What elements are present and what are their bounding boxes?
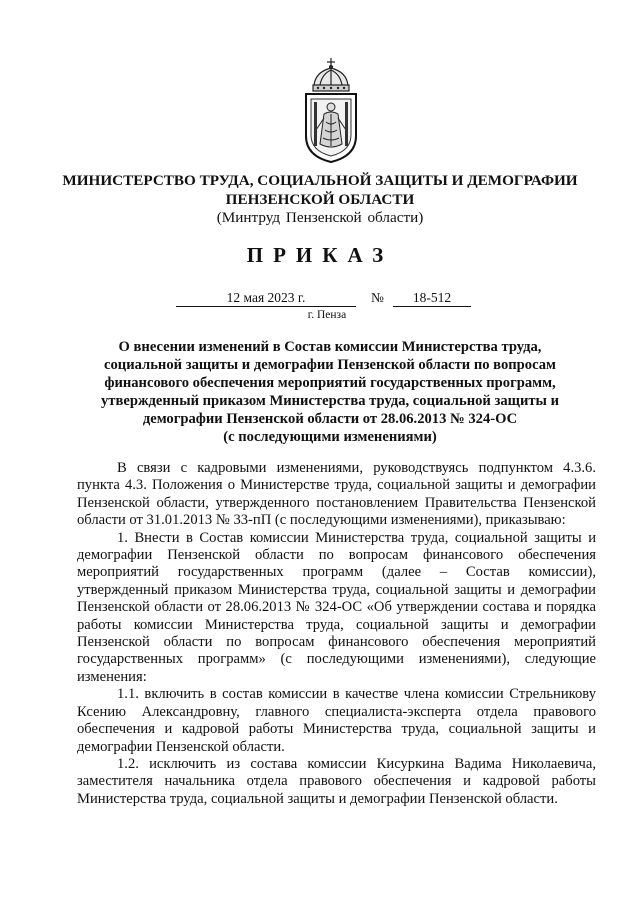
subject-line: утвержденный приказом Министерства труда, социальной защиты и <box>101 392 559 409</box>
ministry-name-line2: ПЕНЗЕНСКОЙ ОБЛАСТИ <box>225 191 415 208</box>
subject-line: социальной защиты и демографии Пензенской области по вопросам <box>104 356 556 373</box>
document-type-title: ПРИКАЗ <box>246 243 394 267</box>
subject-line: демографии Пензенской области от 28.06.2013 № 324-ОС <box>142 410 518 427</box>
number-sign: № <box>371 290 384 305</box>
body-paragraph-item-1-1: 1.1. включить в состав комиссии в качестве члена комиссии Стрельникову Ксению Александровну, главного специалиста-эксперта отдела правового обеспечения и кадровой работы Министерства труда, социальной защиты и демографии Пензенской области. <box>77 686 596 755</box>
order-date: 12 мая 2023 г. <box>176 290 356 307</box>
coat-of-arms-icon <box>300 56 362 166</box>
order-city: г. Пенза <box>307 309 347 321</box>
order-number: 18-512 <box>393 290 471 307</box>
order-body <box>77 460 596 808</box>
order-subject <box>80 339 580 446</box>
body-paragraph-item-1: 1. Внести в Состав комиссии Министерства труда, социальной защиты и демографии Пензенской области по вопросам финансового обеспечения мероприятий государственных программ (далее – Состав комиссии), утвержденный приказом Министерства труда, социальной защиты и демографии Пензенской области от 28.06.2013 № 324-ОС «Об утверждении состава и порядка работы комиссии Министерства труда, социальной защиты и демографии Пензенской области по вопросам финансового обеспечения мероприятий государственных программ» (с последующими изменениями), следующие изменения: <box>77 529 596 685</box>
ministry-name-line1: МИНИСТЕРСТВО ТРУДА, СОЦИАЛЬНОЙ ЗАЩИТЫ И ДЕМОГРАФИИ <box>62 172 578 189</box>
subject-line: финансового обеспечения мероприятий государственных программ, <box>104 374 556 391</box>
subject-line: О внесении изменений в Состав комиссии Министерства труда, <box>118 339 542 355</box>
subject-line: (с последующими изменениями) <box>223 428 437 445</box>
ministry-short-name: (Минтруд Пензенской области) <box>216 209 424 226</box>
body-paragraph-item-1-2: 1.2. исключить из состава комиссии Кисуркина Вадима Николаевича, заместителя начальника отдела правового обеспечения и кадровой работы Министерства труда, социальной защиты и демографии Пензенской области. <box>77 755 596 807</box>
body-paragraph-preamble: В связи с кадровыми изменениями, руководствуясь подпунктом 4.3.6. пункта 4.3. Положения о Министерстве труда, социальной защиты и демографии Пензенской области, утвержденного постановлением Правительства Пензенской области от 31.01.2013 № 33-пП (с последующими изменениями), приказываю: <box>77 460 596 529</box>
